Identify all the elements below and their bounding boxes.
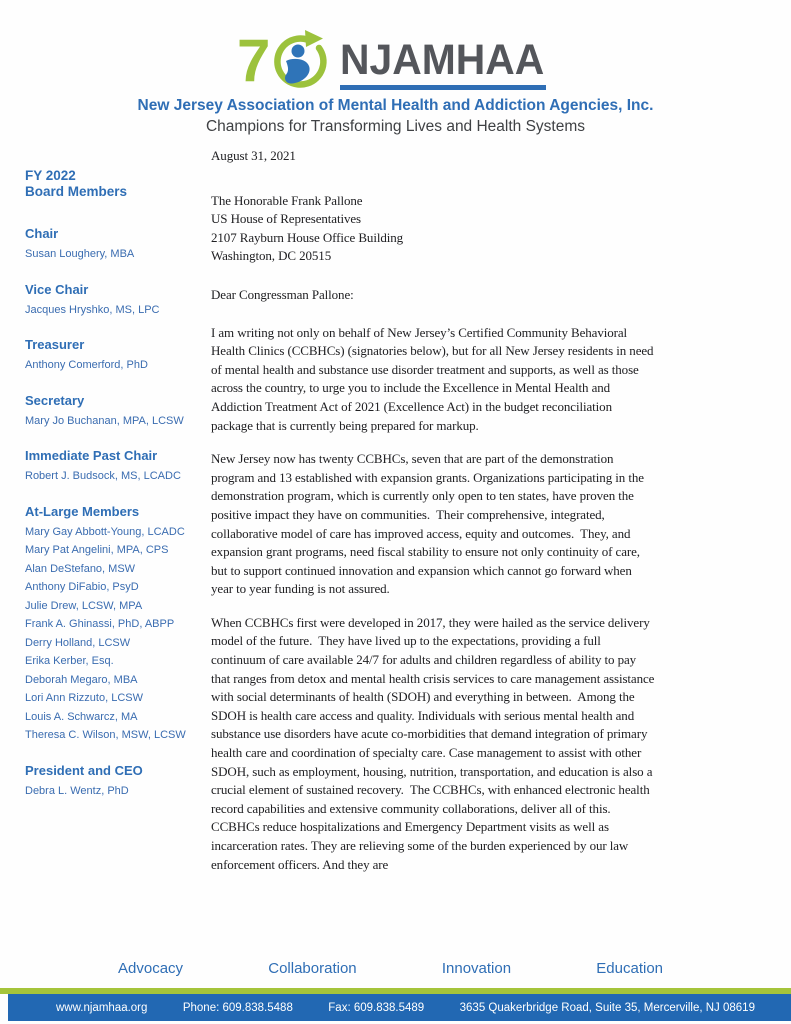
footer-address: 3635 Quakerbridge Road, Suite 35, Mercerville, NJ 08619 xyxy=(459,1001,755,1014)
board-member-name: Anthony Comerford, PhD xyxy=(25,359,148,371)
board-names xyxy=(25,356,203,375)
board-member-name: Alan DeStefano, MSW xyxy=(25,562,136,575)
letter-paragraph: New Jersey now has twenty CCBHCs, seven that are part of the demonstration program and 13 established with expansion grants. Organizations participating in the demonstration program, which is currently only open to ten states, have proven the positive impact they have on communities. Their comprehensive, integrated, collaborative model of care has improved access, equity and outcomes. They, and expansion grant programs, need fiscal stability to ensure not only continuity of care, but to support continued innovation and expansion which cannot go forward when year to year funding is not assured. xyxy=(211,451,648,597)
pillar-label: Innovation xyxy=(441,960,512,977)
board-names xyxy=(25,782,203,801)
footer-contact-bar xyxy=(8,994,791,1021)
letter-paragraph: I am writing not only on behalf of New Jersey’s Certified Community Behavioral Health Clinics (CCBHCs) (signatories below), but for all New Jersey residents in need of mental health and substance use disorder treatment and supports, as well as those across the country, to urge you to include the Excellence in Mental Health and Addiction Treatment Act of 2021 (Excellence Act) in the budget reconciliation package that is currently being prepared for markup. xyxy=(211,324,657,433)
sidebar-title-line1: FY 2022 xyxy=(25,168,76,183)
letter-body xyxy=(211,147,656,889)
board-names xyxy=(25,523,203,745)
recipient-address-block xyxy=(211,192,656,266)
sidebar-title xyxy=(25,168,203,200)
board-role: Vice Chair xyxy=(25,281,89,297)
pillar-label: Collaboration xyxy=(268,960,357,977)
recipient-address-line: Washington, DC 20515 xyxy=(211,248,332,264)
logo-wordmark: NJAMHAA xyxy=(339,36,544,84)
letterhead xyxy=(0,24,791,136)
board-section xyxy=(25,226,203,264)
board-member-name: Susan Loughery, MBA xyxy=(25,248,135,260)
board-section xyxy=(25,448,203,486)
board-member-name: Debra L. Wentz, PhD xyxy=(25,784,129,797)
sidebar-title-line2: Board Members xyxy=(25,184,128,199)
salutation: Dear Congressman Pallone: xyxy=(211,286,354,302)
board-member-name: Frank A. Ghinassi, PhD, ABPP xyxy=(25,618,175,630)
board-sections xyxy=(25,226,203,800)
organization-name: New Jersey Association of Mental Health and Addiction Agencies, Inc. xyxy=(137,97,654,114)
footer-fax: Fax: 609.838.5489 xyxy=(328,1001,425,1014)
board-section xyxy=(25,337,203,375)
board-role: At-Large Members xyxy=(25,503,140,519)
board-member-name: Deborah Megaro, MBA xyxy=(25,673,138,686)
recipient-address-line: The Honorable Frank Pallone xyxy=(211,192,363,208)
njamhaa-logo xyxy=(0,24,791,90)
board-section xyxy=(25,282,203,320)
board-role: Treasurer xyxy=(25,337,85,352)
board-section xyxy=(25,763,203,801)
letter-paragraphs xyxy=(211,324,656,875)
board-section xyxy=(25,504,203,745)
pillar-label: Education xyxy=(596,960,663,977)
board-role: Immediate Past Chair xyxy=(25,448,158,463)
board-names xyxy=(25,301,203,320)
board-role: Chair xyxy=(25,226,59,241)
board-member-name: Mary Gay Abbott-Young, LCADC xyxy=(25,525,185,538)
board-member-name: Lori Ann Rizzuto, LCSW xyxy=(25,692,143,704)
board-member-name: Erika Kerber, Esq. xyxy=(25,655,114,667)
board-section xyxy=(25,393,203,431)
footer-website: www.njamhaa.org xyxy=(56,1001,148,1014)
board-member-name: Anthony DiFabio, PsyD xyxy=(25,581,139,593)
board-member-name: Julie Drew, LCSW, MPA xyxy=(25,599,143,612)
logo-wordmark-wrap xyxy=(339,36,555,90)
board-member-name: Jacques Hryshko, MS, LPC xyxy=(25,303,160,316)
board-role: Secretary xyxy=(25,392,85,408)
letter-date: August 31, 2021 xyxy=(211,148,296,163)
board-member-name: Mary Jo Buchanan, MPA, LCSW xyxy=(25,414,184,427)
letter-paragraph: When CCBHCs first were developed in 2017, they were hailed as the service delivery model of the future. They have lived up to the expectations, providing a full continuum of care available 24/7 for adults and children regardless of ability to pay that ranges from detox and mental health crisis services to care management assistance with social determinants of health (SDOH) and everything in between. Among the SDOH is health care access and quality. Individuals with serious mental health and substance use disorders have acute co-morbidities that demand integration of primary health care and coordination of specialty care. Case management to assist with other SDOH, such as employment, housing, nutrition, transportation, and education is also a crucial element of sustained recovery. The CCBHCs, with enhanced electronic health record capabilities and extensive community collaborations, deliver all of this. CCBHCs reduce hospitalizations and Emergency Department visits as well as incarceration rates. They are relieving some of the burden experienced by our law enforcement officers. And they are xyxy=(211,614,658,872)
recipient-address-line: US House of Representatives xyxy=(211,211,362,227)
board-role: President and CEO xyxy=(25,762,143,778)
board-member-name: Derry Holland, LCSW xyxy=(25,636,131,649)
footer-pillars xyxy=(118,960,663,977)
logo-underline xyxy=(340,85,546,90)
recipient-address-line: 2107 Rayburn House Office Building xyxy=(211,229,404,245)
svg-text:7: 7 xyxy=(236,27,270,90)
board-member-name: Mary Pat Angelini, MPA, CPS xyxy=(25,544,169,556)
board-names xyxy=(25,412,203,431)
board-member-name: Robert J. Budsock, MS, LCADC xyxy=(25,470,181,482)
board-names xyxy=(25,245,203,264)
footer-phone: Phone: 609.838.5488 xyxy=(182,1001,293,1014)
pillar-label: Advocacy xyxy=(118,960,184,977)
board-member-name: Theresa C. Wilson, MSW, LCSW xyxy=(25,729,186,741)
board-members-sidebar xyxy=(25,168,203,818)
70th-anniversary-logo-icon xyxy=(237,26,332,90)
board-member-name: Louis A. Schwarcz, MA xyxy=(25,710,138,723)
board-names xyxy=(25,467,203,486)
organization-tagline: Champions for Transforming Lives and Health Systems xyxy=(205,118,586,135)
